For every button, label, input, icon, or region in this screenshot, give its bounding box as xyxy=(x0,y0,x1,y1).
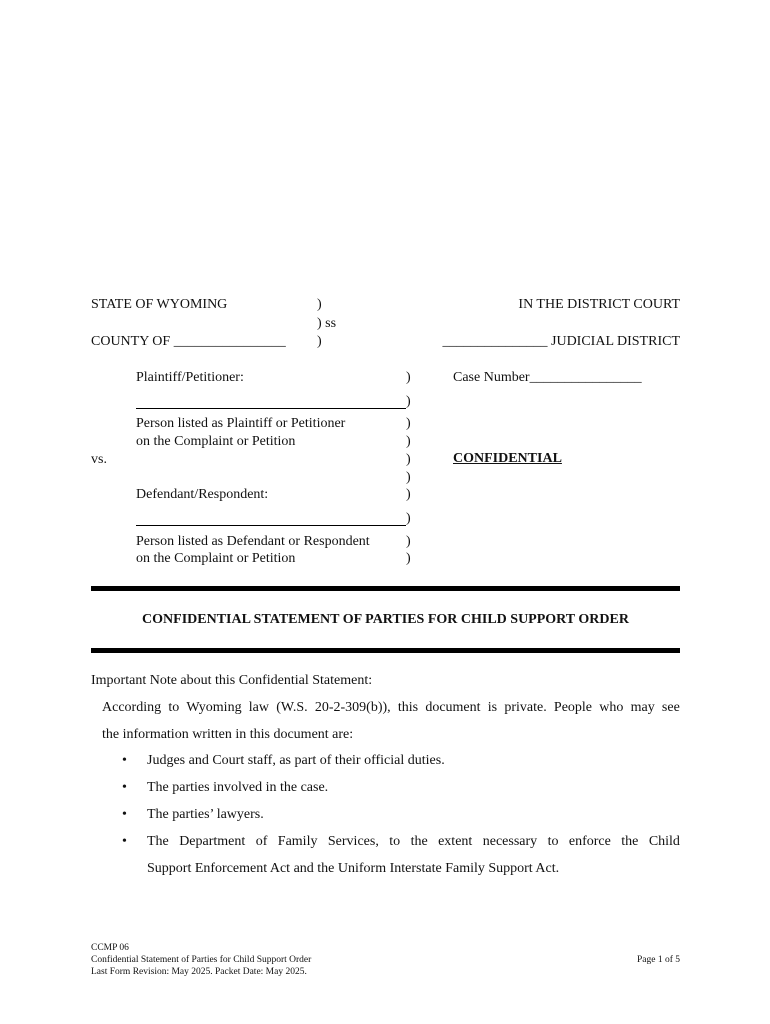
footer-form-code: CCMP 06 xyxy=(91,943,129,953)
word: to xyxy=(547,834,559,849)
word: necessary xyxy=(482,834,538,849)
word: the xyxy=(621,834,639,849)
paren: ) xyxy=(406,551,411,566)
bullet-item: Judges and Court staff, as part of their official duties. xyxy=(147,753,445,768)
bullet-icon: • xyxy=(122,834,127,849)
state-label: STATE OF WYOMING xyxy=(91,297,228,312)
vs-label: vs. xyxy=(91,452,107,467)
word: of xyxy=(255,834,268,849)
caption-paren: ) xyxy=(317,297,322,312)
case-number-label: Case Number________________ xyxy=(453,370,642,385)
footer-page-number: Page 1 of 5 xyxy=(636,955,680,965)
word: Wyoming xyxy=(186,700,242,715)
defendant-label: Defendant/Respondent: xyxy=(136,487,269,502)
paren: ) xyxy=(406,370,411,385)
paren: ) xyxy=(406,416,411,431)
word: Services, xyxy=(327,834,379,849)
bullet-item-line: Support Enforcement Act and the Uniform Interstate Family Support Act. xyxy=(147,861,560,876)
court-label: IN THE DISTRICT COURT xyxy=(518,297,680,312)
word: law xyxy=(248,700,270,715)
paren: ) xyxy=(406,470,411,485)
paren: ) xyxy=(406,487,411,502)
note-intro-line: the information written in this document are: xyxy=(102,727,354,742)
plaintiff-signature-line xyxy=(136,408,406,409)
word: private. xyxy=(504,700,547,715)
word: who xyxy=(599,700,624,715)
word: 20-2-309(b)), xyxy=(314,700,391,715)
title-rule-bottom xyxy=(91,648,680,653)
county-label: COUNTY OF ________________ xyxy=(91,334,286,349)
word: People xyxy=(553,700,593,715)
defendant-note: Person listed as Defendant or Respondent xyxy=(136,534,370,549)
bullet-item: The parties involved in the case. xyxy=(147,780,329,795)
word: Department xyxy=(179,834,246,849)
footer-form-title: Confidential Statement of Parties for Child Support Order xyxy=(91,955,312,965)
bullet-icon: • xyxy=(122,753,127,768)
bullet-icon: • xyxy=(122,780,127,795)
paren: ) xyxy=(406,394,411,409)
document-title: CONFIDENTIAL STATEMENT OF PARTIES FOR CHILD SUPPORT ORDER xyxy=(142,612,629,627)
word: to xyxy=(389,834,401,849)
caption-paren-ss: ) ss xyxy=(317,316,337,331)
word: extent xyxy=(438,834,473,849)
word: the xyxy=(410,834,428,849)
word: According xyxy=(102,700,162,715)
word: this xyxy=(397,700,419,715)
judicial-district-label: _______________ JUDICIAL DISTRICT xyxy=(442,334,680,349)
plaintiff-label: Plaintiff/Petitioner: xyxy=(136,370,244,385)
defendant-note: on the Complaint or Petition xyxy=(136,551,296,566)
paren: ) xyxy=(406,434,411,449)
plaintiff-note: on the Complaint or Petition xyxy=(136,434,296,449)
word: is xyxy=(487,700,498,715)
defendant-signature-line xyxy=(136,525,406,526)
paren: ) xyxy=(406,534,411,549)
note-intro-line xyxy=(102,700,680,716)
footer-revision: Last Form Revision: May 2025. Packet Date: May 2025. xyxy=(91,967,307,977)
word: The xyxy=(147,834,169,849)
bullet-item-line xyxy=(147,834,680,850)
word: document xyxy=(425,700,481,715)
title-rule-top xyxy=(91,586,680,591)
paren: ) xyxy=(406,511,411,526)
bullet-icon: • xyxy=(122,807,127,822)
paren: ) xyxy=(406,452,411,467)
word: (W.S. xyxy=(276,700,308,715)
word: to xyxy=(168,700,180,715)
word: may xyxy=(630,700,655,715)
confidential-label: CONFIDENTIAL xyxy=(453,451,562,466)
bullet-item: The parties’ lawyers. xyxy=(147,807,264,822)
word: Child xyxy=(648,834,680,849)
word: Family xyxy=(277,834,318,849)
word: enforce xyxy=(568,834,611,849)
caption-paren: ) xyxy=(317,334,322,349)
word: see xyxy=(661,700,680,715)
plaintiff-note: Person listed as Plaintiff or Petitioner xyxy=(136,416,346,431)
note-heading: Important Note about this Confidential Statement: xyxy=(91,673,373,688)
